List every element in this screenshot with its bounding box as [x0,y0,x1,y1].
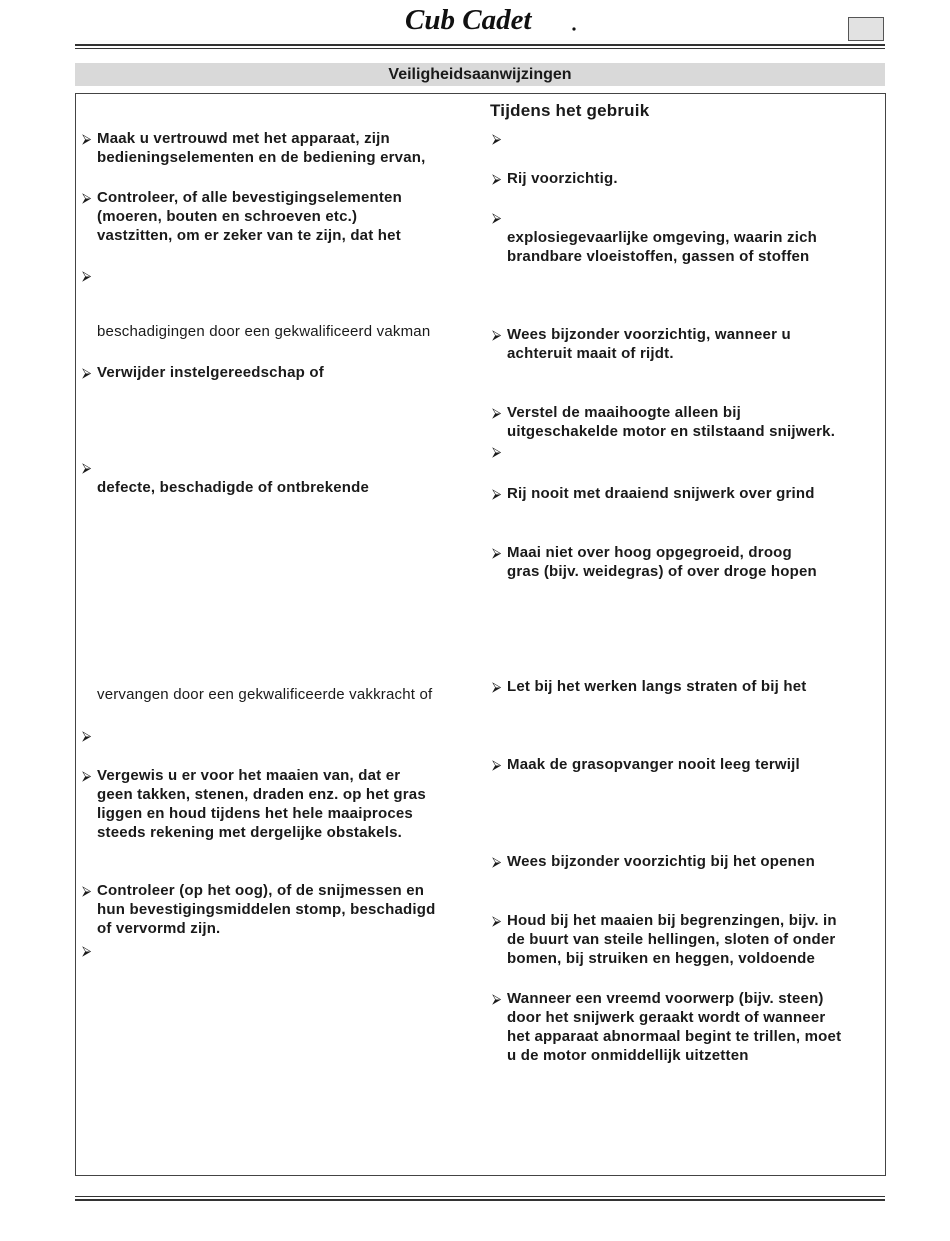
bullet-arrow-icon: ⮚ [82,728,92,743]
instruction-text: vervangen door een gekwalificeerde vakkracht of [97,686,433,703]
instruction-text: defecte, beschadigde of ontbrekende [97,479,370,496]
instruction-text: beschadigingen door een gekwalificeerd vakman [97,323,431,340]
header-rule-bottom [75,48,885,49]
instruction-text: Wees bijzonder voorzichtig, wanneer u achteruit maait of rijdt. [507,326,791,362]
bullet-arrow-icon: ⮚ [492,486,502,501]
footer-rule-bottom [75,1199,885,1201]
instruction-text: Maak de grasopvanger nooit leeg terwijl [507,756,800,773]
instruction-text: explosiegevaarlijke omgeving, waarin zich brandbare vloeistoffen, gassen of stoffen [507,229,817,265]
header-rule-top [75,44,885,46]
bullet-arrow-icon: ⮚ [492,131,502,146]
instruction-text: Rij voorzichtig. [507,170,618,187]
bullet-arrow-icon: ⮚ [492,679,502,694]
section-heading: Tijdens het gebruik [490,101,650,120]
bullet-arrow-icon: ⮚ [82,943,92,958]
instruction-text: Controleer (op het oog), of de snijmessen en hun bevestigingsmiddelen stomp, beschadigd of vervormd zijn. [97,882,436,937]
bullet-arrow-icon: ⮚ [82,768,92,783]
instruction-text: Let bij het werken langs straten of bij het [507,678,807,695]
bullet-arrow-icon: ⮚ [492,757,502,772]
instruction-text: Wees bijzonder voorzichtig bij het openen [507,853,815,870]
bullet-arrow-icon: ⮚ [82,883,92,898]
bullet-arrow-icon: ⮚ [492,405,502,420]
cub-cadet-logo [403,2,583,36]
bullet-arrow-icon: ⮚ [82,190,92,205]
bullet-arrow-icon: ⮚ [492,327,502,342]
page-number-box [848,17,884,41]
instruction-text: Verwijder instelgereedschap of [97,364,324,381]
section-banner: Veiligheidsaanwijzingen [75,63,885,86]
instruction-text: Vergewis u er voor het maaien van, dat er geen takken, stenen, draden enz. op het gras liggen en houd tijdens het hele maaiproces steeds rekening met dergelijke obstakels. [97,767,426,841]
footer-rule-top [75,1196,885,1197]
bullet-arrow-icon: ⮚ [492,991,502,1006]
bullet-arrow-icon: ⮚ [492,545,502,560]
bullet-arrow-icon: ⮚ [82,365,92,380]
bullet-arrow-icon: ⮚ [82,131,92,146]
logo-text: Cub Cadet [405,4,532,36]
bullet-arrow-icon: ⮚ [492,913,502,928]
bullet-arrow-icon: ⮚ [82,460,92,475]
bullet-arrow-icon: ⮚ [492,854,502,869]
bullet-arrow-icon: ⮚ [82,268,92,283]
instruction-text: Maai niet over hoog opgegroeid, droog gras (bijv. weidegras) of over droge hopen [507,544,817,580]
bullet-arrow-icon: ⮚ [492,210,502,225]
instruction-text: Controleer, of alle bevestigingselementen (moeren, bouten en schroeven etc.) vastzitten, om er zeker van te zijn, dat het [97,189,402,244]
instruction-text: Verstel de maaihoogte alleen bij uitgeschakelde motor en stilstaand snijwerk. [507,404,836,440]
bullet-arrow-icon: ⮚ [492,171,502,186]
instruction-text: Maak u vertrouwd met het apparaat, zijn bedieningselementen en de bediening ervan, [97,130,426,166]
instruction-text: Rij nooit met draaiend snijwerk over grind [507,485,815,502]
instruction-text: Wanneer een vreemd voorwerp (bijv. steen) door het snijwerk geraakt wordt of wanneer het apparaat abnormaal begint te trillen, moet u de motor onmiddellijk uitzetten [507,990,842,1064]
logo-dot [572,27,575,30]
bullet-arrow-icon: ⮚ [492,444,502,459]
instruction-text: Houd bij het maaien bij begrenzingen, bijv. in de buurt van steile hellingen, sloten of onder bomen, bij struiken en heggen, voldoende [507,912,837,967]
